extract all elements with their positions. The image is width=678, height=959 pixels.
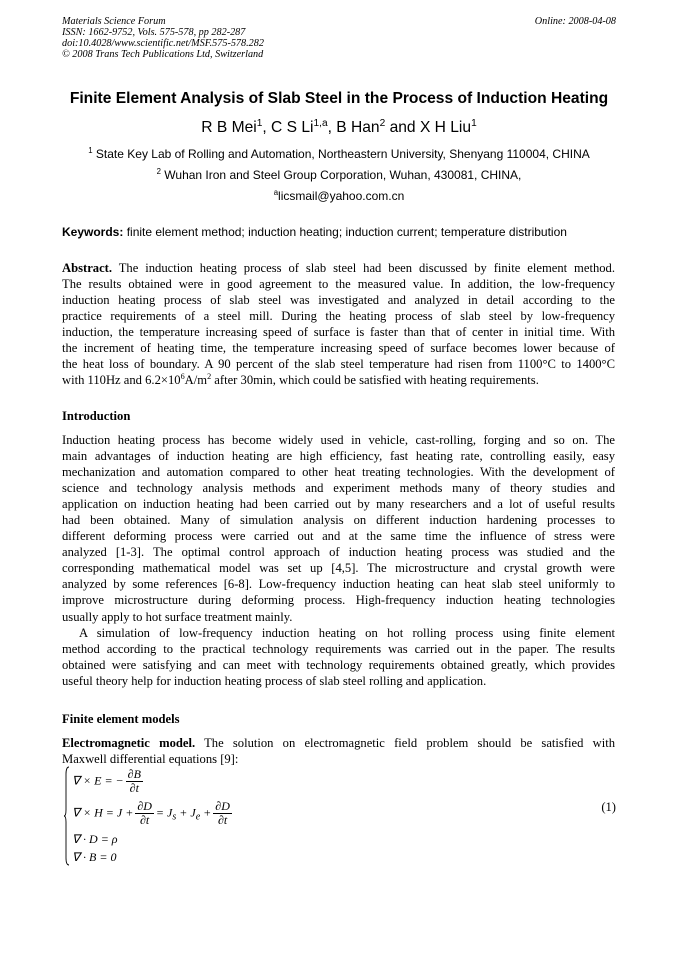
section-heading-fem: Finite element models (62, 712, 180, 726)
abstract-line (62, 260, 615, 276)
introduction-paragraph-1 (62, 432, 615, 689)
body-line: improve microstructure during deforming process. High-frequency induction heating technologies (62, 593, 615, 608)
body-line: science and technology analysis methods and experiment methods many of theory studies and (62, 481, 615, 496)
affiliation-sup: 2 (156, 167, 161, 176)
author-list (0, 119, 678, 137)
body-line: usually apply to hot surface treatment mainly. (62, 609, 293, 624)
fraction (135, 800, 154, 827)
copyright-line: © 2008 Trans Tech Publications Ltd, Switzerland (62, 49, 264, 60)
subscript: s (172, 811, 177, 823)
author-sup: 1 (471, 117, 477, 129)
body-line: useful theory help for induction heating process of slab steel rolling and application. (62, 673, 487, 688)
exponent: 6 (180, 372, 185, 382)
body-line: different deforming process were carried out and at the same time the influence of stress were (62, 529, 615, 544)
author-name: C S Li (271, 119, 314, 136)
body-line: application on induction heating had been carried out by many researchers and a lot of useful results (62, 497, 615, 512)
author-sup: 2 (379, 117, 386, 129)
section-heading-introduction: Introduction (62, 409, 131, 423)
affiliation-text: Wuhan Iron and Steel Group Corporation, Wuhan, 430081, CHINA, (160, 168, 522, 182)
equation-row-1 (72, 768, 145, 795)
corresponding-email (0, 189, 678, 203)
affiliation-1 (0, 147, 678, 161)
eq-text: = J (155, 805, 173, 820)
author-sup: 1,a (313, 117, 328, 129)
keywords-label: Keywords: (62, 225, 124, 239)
subscript: e (195, 811, 201, 823)
abstract-text: after 30min, which could be satisfied with heating requirements. (211, 373, 539, 388)
author-sep: and (385, 119, 420, 136)
body-line: mechanization and automation compared to other heat treating technologies. With the development of (62, 465, 615, 480)
abstract-line (62, 372, 615, 388)
author-name: X H Liu (419, 119, 472, 136)
body-line: analyzed [1-3]. The optimal control approach of induction heating process was studied and the (62, 545, 615, 560)
abstract (62, 260, 615, 388)
author-sup: 1 (256, 117, 263, 129)
em-model-paragraph (62, 735, 615, 767)
body-line: obtained were satisfying and can meet with technology requirements obtained greatly, which provides (62, 657, 615, 672)
keywords-text: finite element method; induction heating; induction current; temperature distribution (123, 225, 567, 239)
paper-title: Finite Element Analysis of Slab Steel in the Process of Induction Heating (69, 90, 609, 107)
online-date: Online: 2008-04-08 (534, 16, 616, 27)
author-sep: , (327, 119, 337, 136)
body-line: corresponding mathematical model was set up [4,5]. The microstructure and crystal growth were (62, 561, 615, 576)
eq-text: + J (176, 805, 196, 820)
abstract-line: the increment of heating time, the temperature increasing speed of surface becomes lower because of (62, 341, 615, 356)
eq-text: + (200, 805, 212, 820)
author-sep: , (262, 119, 272, 136)
abstract-text: The induction heating process of slab steel had been discussed by finite element method. (112, 261, 615, 275)
numerator: ∂D (215, 799, 230, 813)
body-text: The solution on electromagnetic field problem should be satisfied with (195, 736, 615, 750)
left-brace-icon (64, 766, 70, 866)
equation-number: (1) (601, 800, 616, 814)
exponent: 2 (207, 372, 212, 382)
abstract-text: A/m (184, 373, 208, 388)
abstract-line: induction heating process of slab steel was investigated and analyzed in detail according to the (62, 293, 615, 308)
issn-line: ISSN: 1662-9752, Vols. 575-578, pp 282-287 (62, 27, 246, 38)
body-line: A simulation of low-frequency induction heating on hot rolling process using finite element (79, 625, 615, 640)
body-line: had been obtained. Many of simulation analysis on different induction hardening processes to (62, 513, 615, 528)
affiliation-2 (0, 168, 678, 182)
fraction (213, 800, 232, 827)
numerator: ∂D (137, 799, 152, 813)
abstract-line: practice requirements of a steel mill. During the heating process of slab steel by low-frequency (62, 309, 615, 324)
body-line: analyzed by some references [6-8]. Low-frequency induction heating can heat slab steel uniformly to (62, 577, 615, 592)
author-name: B Han (336, 119, 380, 136)
email-text: licsmail@yahoo.com.cn (278, 189, 405, 203)
affiliation-sup: a (273, 188, 279, 197)
equation-row-3: ∇ · D = ρ (72, 832, 118, 846)
em-model-label: Electromagnetic model. (62, 736, 196, 750)
maxwell-equations (64, 766, 624, 866)
abstract-text: with 110Hz and 6.2×10 (62, 373, 181, 388)
denominator: ∂t (129, 781, 139, 795)
body-line: Maxwell differential equations [9]: (62, 752, 239, 767)
affiliation-sup: 1 (88, 146, 93, 155)
eq-text: ∇ × E = − (72, 773, 124, 788)
affiliation-text: State Key Lab of Rolling and Automation, Northeastern University, Shenyang 110004, CHINA (92, 147, 590, 161)
abstract-label: Abstract. (62, 261, 113, 275)
journal-header (62, 16, 462, 60)
author-name: R B Mei (201, 119, 257, 136)
eq-text: ∇ × H = J + (72, 805, 134, 820)
journal-name: Materials Science Forum (62, 16, 166, 27)
denominator: ∂t (139, 813, 150, 827)
abstract-line: The results obtained were in good agreement to the measured value. In addition, the low-frequency (62, 277, 615, 292)
doi-line: doi:10.4028/www.scientific.net/MSF.575-578.282 (62, 38, 264, 49)
denominator: ∂t (217, 813, 228, 827)
equation-row-4: ∇ · B = 0 (72, 850, 117, 864)
fraction (126, 768, 143, 795)
abstract-line: the heat loss of boundary. A 90 percent of the slab steel temperature had risen from 1100°C to 1400°C (62, 357, 615, 372)
keywords (62, 225, 618, 239)
body-line: method according to the practical technology requirements was carried out in the paper. The results (62, 641, 615, 656)
equation-row-2 (72, 800, 234, 827)
abstract-line: induction, the temperature increasing speed of surface is faster than that of center in initial time. With (62, 325, 615, 340)
body-line: main advantages of induction heating are high efficiency, fast heating rate, controlling easily, easy (62, 449, 615, 464)
numerator: ∂B (127, 767, 141, 781)
body-line (62, 735, 615, 751)
body-line: Induction heating process has become widely used in vehicle, cast-rolling, forging and so on. The (62, 433, 615, 447)
